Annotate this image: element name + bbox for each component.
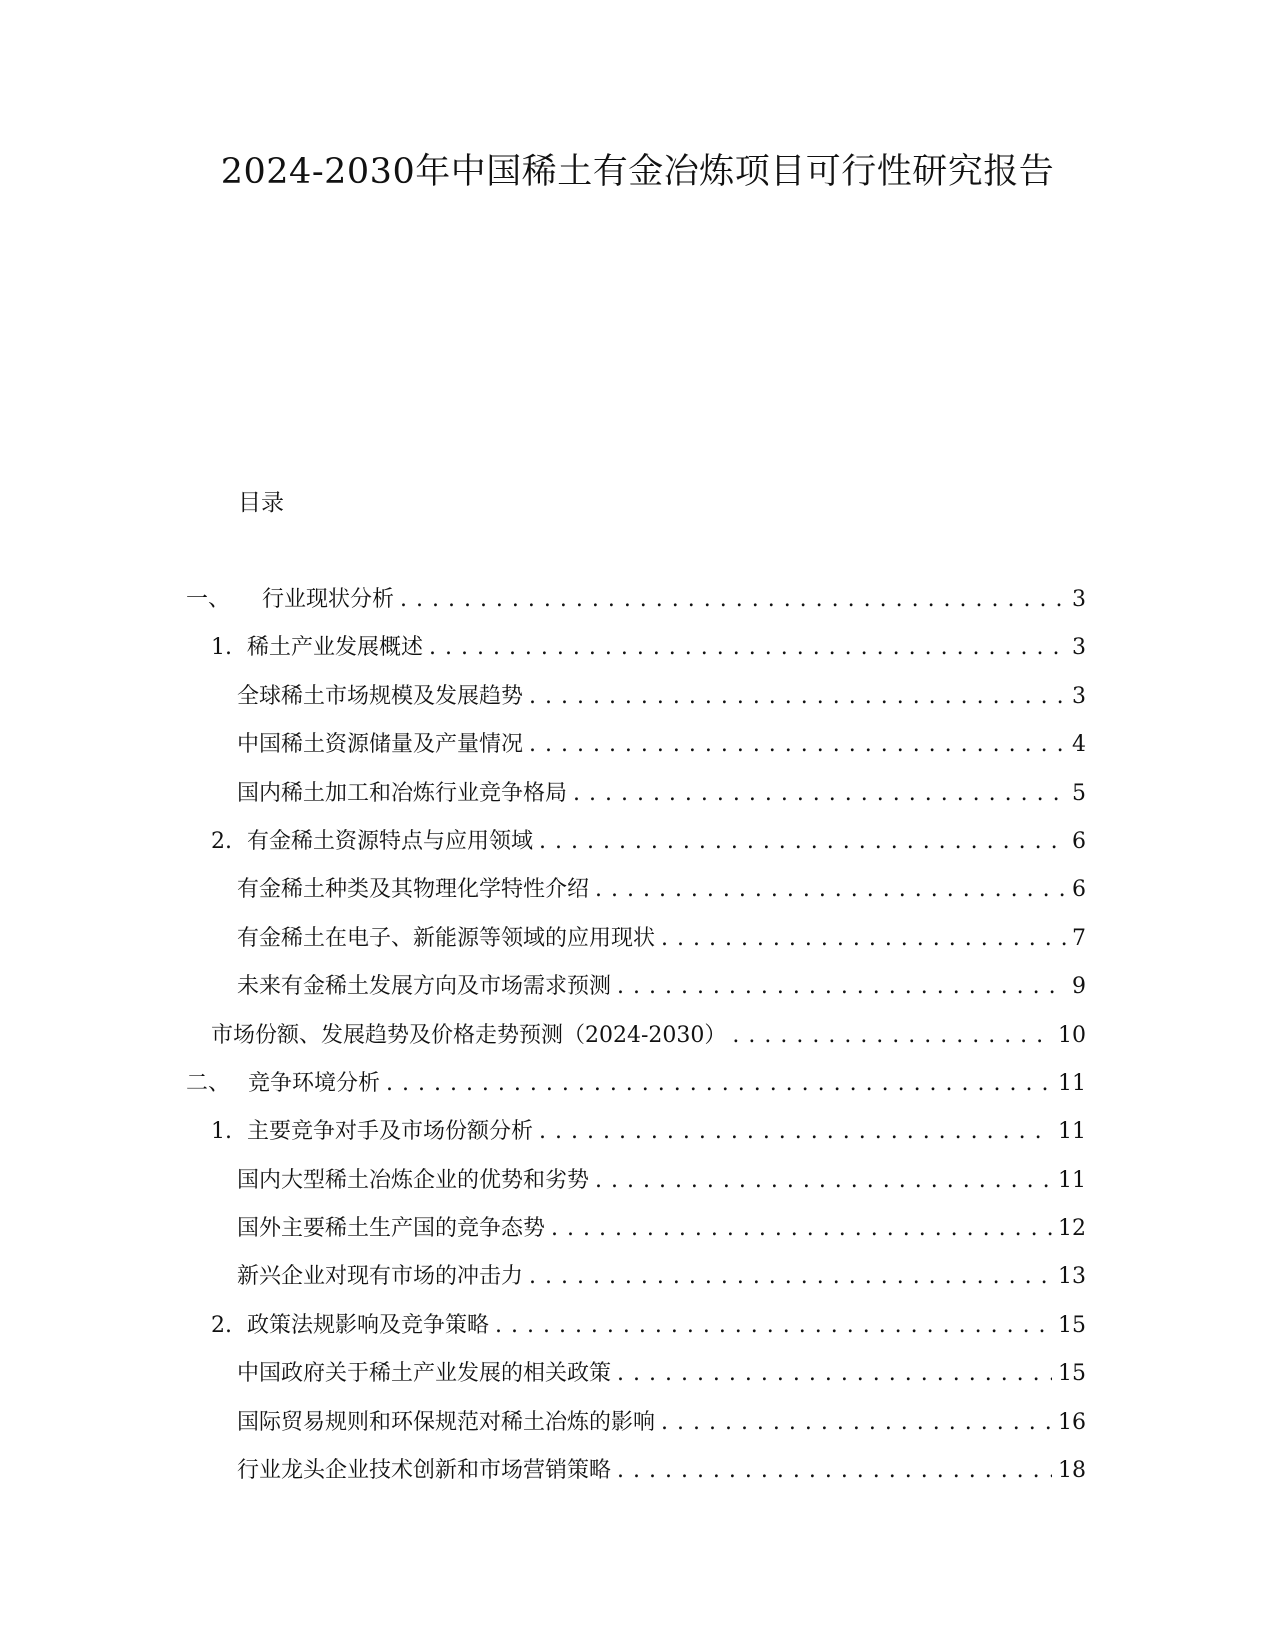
toc-entry-number: 2. <box>211 828 232 854</box>
toc-entry-page: 15 <box>1058 1312 1086 1338</box>
toc-dot-leader <box>573 779 1066 809</box>
toc-dot-leader <box>529 730 1066 760</box>
toc-entry-number: 一、 <box>186 587 231 612</box>
toc-entry-page: 3 <box>1072 635 1086 661</box>
toc-entry-page: 11 <box>1058 1119 1086 1145</box>
toc-dot-leader <box>400 585 1066 615</box>
toc-entry-page: 12 <box>1058 1216 1086 1242</box>
toc-entry-page: 11 <box>1058 1070 1086 1096</box>
toc-entry[interactable] <box>186 827 1086 875</box>
toc-entry[interactable] <box>186 1262 1086 1310</box>
toc-dot-leader <box>595 875 1066 905</box>
toc-entry-number: 二、 <box>186 1070 231 1096</box>
toc-entry[interactable] <box>186 1117 1086 1165</box>
toc-entry-text: 未来有金稀土发展方向及市场需求预测 <box>237 974 612 1000</box>
toc-dot-leader <box>595 1166 1052 1196</box>
toc-entry-text: 稀土产业发展概述 <box>247 635 424 661</box>
toc-entry-text: 国际贸易规则和环保规范对稀土冶炼的影响 <box>237 1409 656 1435</box>
toc-dot-leader <box>617 972 1066 1002</box>
toc-entry-text: 中国政府关于稀土产业发展的相关政策 <box>237 1361 612 1387</box>
toc-entry[interactable] <box>186 1359 1086 1407</box>
toc-dot-leader <box>495 1311 1052 1341</box>
toc-dot-leader <box>732 1021 1052 1051</box>
toc-entry-page: 4 <box>1072 732 1086 758</box>
toc-entry-page: 10 <box>1058 1022 1086 1048</box>
toc-entry-number: 1. <box>211 1119 232 1145</box>
toc-entry[interactable] <box>186 633 1086 681</box>
toc-dot-leader <box>529 682 1066 712</box>
toc-entry-page: 11 <box>1058 1167 1086 1193</box>
toc-entry-page: 18 <box>1058 1458 1086 1484</box>
toc-entry-text: 全球稀土市场规模及发展趋势 <box>237 683 524 709</box>
toc-dot-leader <box>529 1262 1052 1292</box>
toc-entry[interactable] <box>186 1311 1086 1359</box>
toc-entry-text: 有金稀土在电子、新能源等领域的应用现状 <box>237 925 656 951</box>
toc-entry-text: 行业现状分析 <box>262 587 395 612</box>
toc-entry-number: 2. <box>211 1312 232 1338</box>
toc-entry-number: 1. <box>211 635 232 661</box>
toc-heading: 目录 <box>238 490 284 516</box>
toc-entry-page: 6 <box>1072 828 1086 854</box>
toc-entry-text: 市场份额、发展趋势及价格走势预测（2024-2030） <box>211 1022 727 1048</box>
toc-entry-text: 有金稀土种类及其物理化学特性介绍 <box>237 877 590 903</box>
toc-entry[interactable] <box>186 1166 1086 1214</box>
toc-entry-page: 3 <box>1072 683 1086 709</box>
toc-dot-leader <box>386 1069 1052 1099</box>
toc-dot-leader <box>661 924 1066 954</box>
toc-entry-page: 6 <box>1072 877 1086 903</box>
toc-entry-text: 新兴企业对现有市场的冲击力 <box>237 1264 524 1290</box>
toc-entry[interactable] <box>186 1456 1086 1504</box>
document-title: 2024-2030年中国稀土有金冶炼项目可行性研究报告 <box>220 152 1055 192</box>
toc-entry[interactable] <box>186 924 1086 972</box>
toc-dot-leader <box>429 633 1066 663</box>
toc-dot-leader <box>539 1117 1052 1147</box>
toc-entry[interactable] <box>186 730 1086 778</box>
toc-dot-leader <box>617 1456 1052 1486</box>
table-of-contents <box>186 585 1086 1504</box>
toc-entry-text: 国内大型稀土冶炼企业的优势和劣势 <box>237 1167 590 1193</box>
toc-entry-page: 3 <box>1072 587 1086 612</box>
toc-entry-page: 5 <box>1072 780 1086 806</box>
toc-entry[interactable] <box>186 682 1086 730</box>
toc-entry[interactable] <box>186 1069 1086 1117</box>
toc-entry-text: 有金稀土资源特点与应用领域 <box>247 828 534 854</box>
toc-entry[interactable] <box>186 972 1086 1020</box>
toc-entry-page: 15 <box>1058 1361 1086 1387</box>
toc-entry-text: 主要竞争对手及市场份额分析 <box>247 1119 534 1145</box>
toc-entry[interactable] <box>186 779 1086 827</box>
toc-dot-leader <box>617 1359 1052 1389</box>
toc-entry-text: 国内稀土加工和冶炼行业竞争格局 <box>237 780 568 806</box>
toc-entry[interactable] <box>186 585 1086 633</box>
toc-entry-page: 16 <box>1058 1409 1086 1435</box>
toc-entry[interactable] <box>186 875 1086 923</box>
toc-dot-leader <box>551 1214 1052 1244</box>
toc-entry-page: 7 <box>1072 925 1086 951</box>
toc-entry-text: 中国稀土资源储量及产量情况 <box>237 732 524 758</box>
toc-entry-text: 竞争环境分析 <box>248 1070 381 1096</box>
toc-dot-leader <box>661 1408 1052 1438</box>
toc-entry-text: 政策法规影响及竞争策略 <box>247 1312 490 1338</box>
toc-entry[interactable] <box>186 1408 1086 1456</box>
toc-entry-text: 国外主要稀土生产国的竞争态势 <box>237 1216 546 1242</box>
toc-entry[interactable] <box>186 1214 1086 1262</box>
toc-dot-leader <box>539 827 1066 857</box>
toc-entry-text: 行业龙头企业技术创新和市场营销策略 <box>237 1458 612 1484</box>
toc-entry[interactable] <box>186 1021 1086 1069</box>
toc-entry-page: 9 <box>1072 974 1086 1000</box>
toc-entry-page: 13 <box>1058 1264 1086 1290</box>
